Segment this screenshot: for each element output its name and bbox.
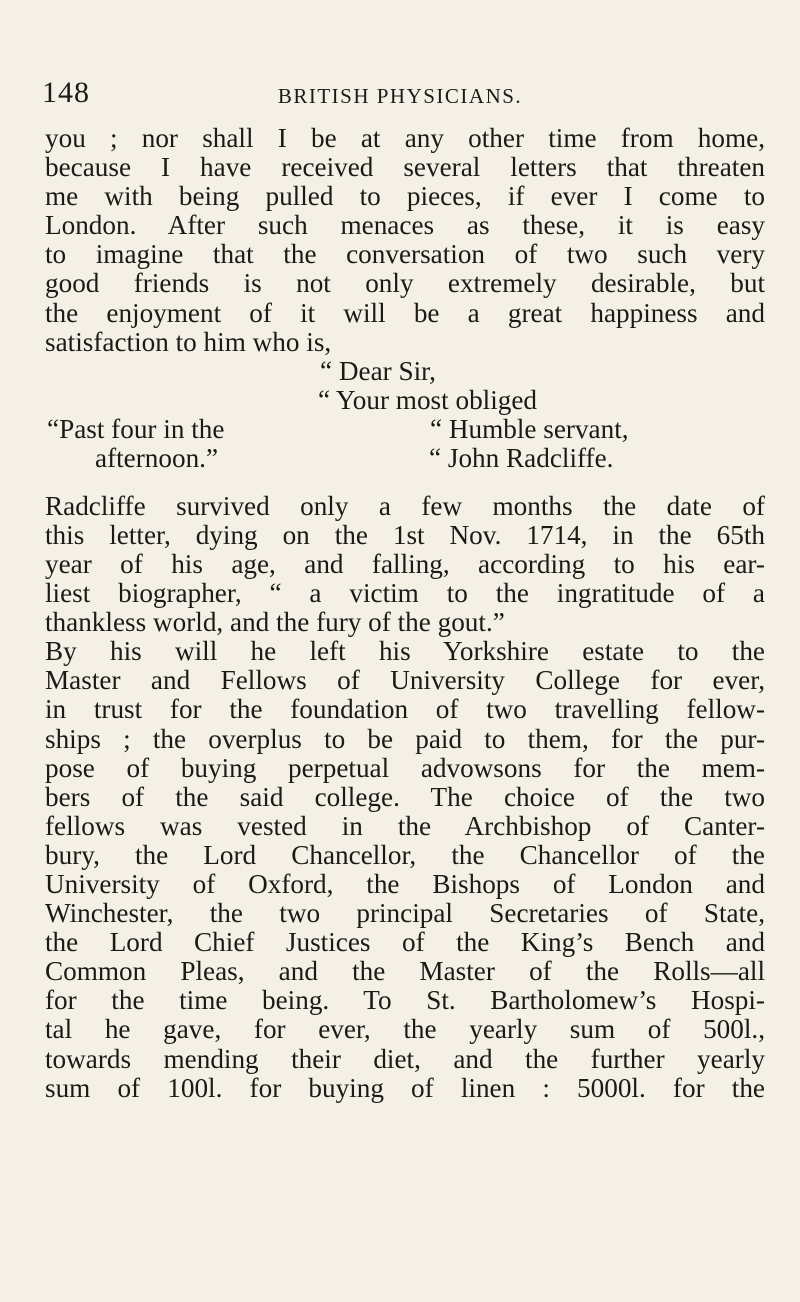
- paragraph-gap: [45, 473, 765, 492]
- text-line: good friends is not only extremely desirable, but: [45, 268, 765, 299]
- text-line: Common Pleas, and the Master of the Rolls—all: [45, 956, 765, 987]
- text-line: this letter, dying on the 1st Nov. 1714, in the 65th: [45, 519, 765, 550]
- text-line: ships ; the overplus to be paid to them, for the pur-: [45, 723, 765, 754]
- text-line: University of Oxford, the Bishops of London and: [45, 868, 765, 899]
- text-line: year of his age, and falling, according to his ear-: [45, 548, 765, 579]
- salutation-dear-sir: “ Dear Sir,: [320, 355, 436, 386]
- text-line: Radcliffe survived only a few months the date of: [45, 490, 765, 521]
- text-line: London. After such menaces as these, it is easy: [45, 210, 765, 241]
- text-line: By his will he left his Yorkshire estate to the: [45, 636, 765, 667]
- text-line: satisfaction to him who is,: [45, 326, 332, 357]
- page-header: [0, 72, 800, 112]
- body-text: [45, 124, 765, 1103]
- text-line: the Lord Chief Justices of the King’s Bench and: [45, 927, 765, 958]
- text-line: you ; nor shall I be at any other time from home,: [45, 123, 765, 153]
- text-line: fellows was vested in the Archbishop of Canter-: [45, 810, 765, 841]
- text-line: me with being pulled to pieces, if ever I come to: [45, 181, 765, 212]
- salutation-most-obliged: “ Your most obliged: [318, 384, 538, 415]
- text-line: sum of 100l. for buying of linen : 5000l. for the: [45, 1072, 765, 1103]
- text-line: for the time being. To St. Bartholomew’s Hospi-: [45, 985, 765, 1016]
- text-line: towards mending their diet, and the further yearly: [45, 1043, 765, 1074]
- text-line: Winchester, the two principal Secretaries of State,: [45, 898, 765, 929]
- letter-text: [45, 124, 765, 357]
- running-head: BRITISH PHYSICIANS.: [277, 84, 523, 108]
- text-line: bury, the Lord Chancellor, the Chancellor of the: [45, 839, 765, 870]
- letter-closing: [45, 357, 765, 473]
- text-line: the enjoyment of it will be a great happiness and: [45, 297, 765, 328]
- text-line: to imagine that the conversation of two such very: [45, 239, 765, 270]
- letter-time-continued: afternoon.”: [95, 442, 219, 473]
- text-line: in trust for the foundation of two travelling fellow-: [45, 694, 765, 725]
- paragraph-will: [45, 637, 765, 1103]
- text-line: Master and Fellows of University College for ever,: [45, 665, 765, 696]
- letter-signature: “ John Radcliffe.: [429, 442, 614, 473]
- letter-time: “Past four in the: [47, 413, 225, 444]
- text-line: thankless world, and the fury of the gout.”: [45, 607, 505, 638]
- text-line: because I have received several letters that threaten: [45, 152, 765, 183]
- text-line: tal he gave, for ever, the yearly sum of 500l.,: [45, 1014, 765, 1045]
- page-number: 148: [42, 76, 90, 109]
- text-line: liest biographer, “ a victim to the ingratitude of a: [45, 578, 765, 609]
- text-line: pose of buying perpetual advowsons for the mem-: [45, 752, 765, 783]
- salutation-humble-servant: “ Humble servant,: [430, 413, 629, 444]
- paragraph-death: [45, 492, 765, 637]
- text-line: bers of the said college. The choice of the two: [45, 781, 765, 812]
